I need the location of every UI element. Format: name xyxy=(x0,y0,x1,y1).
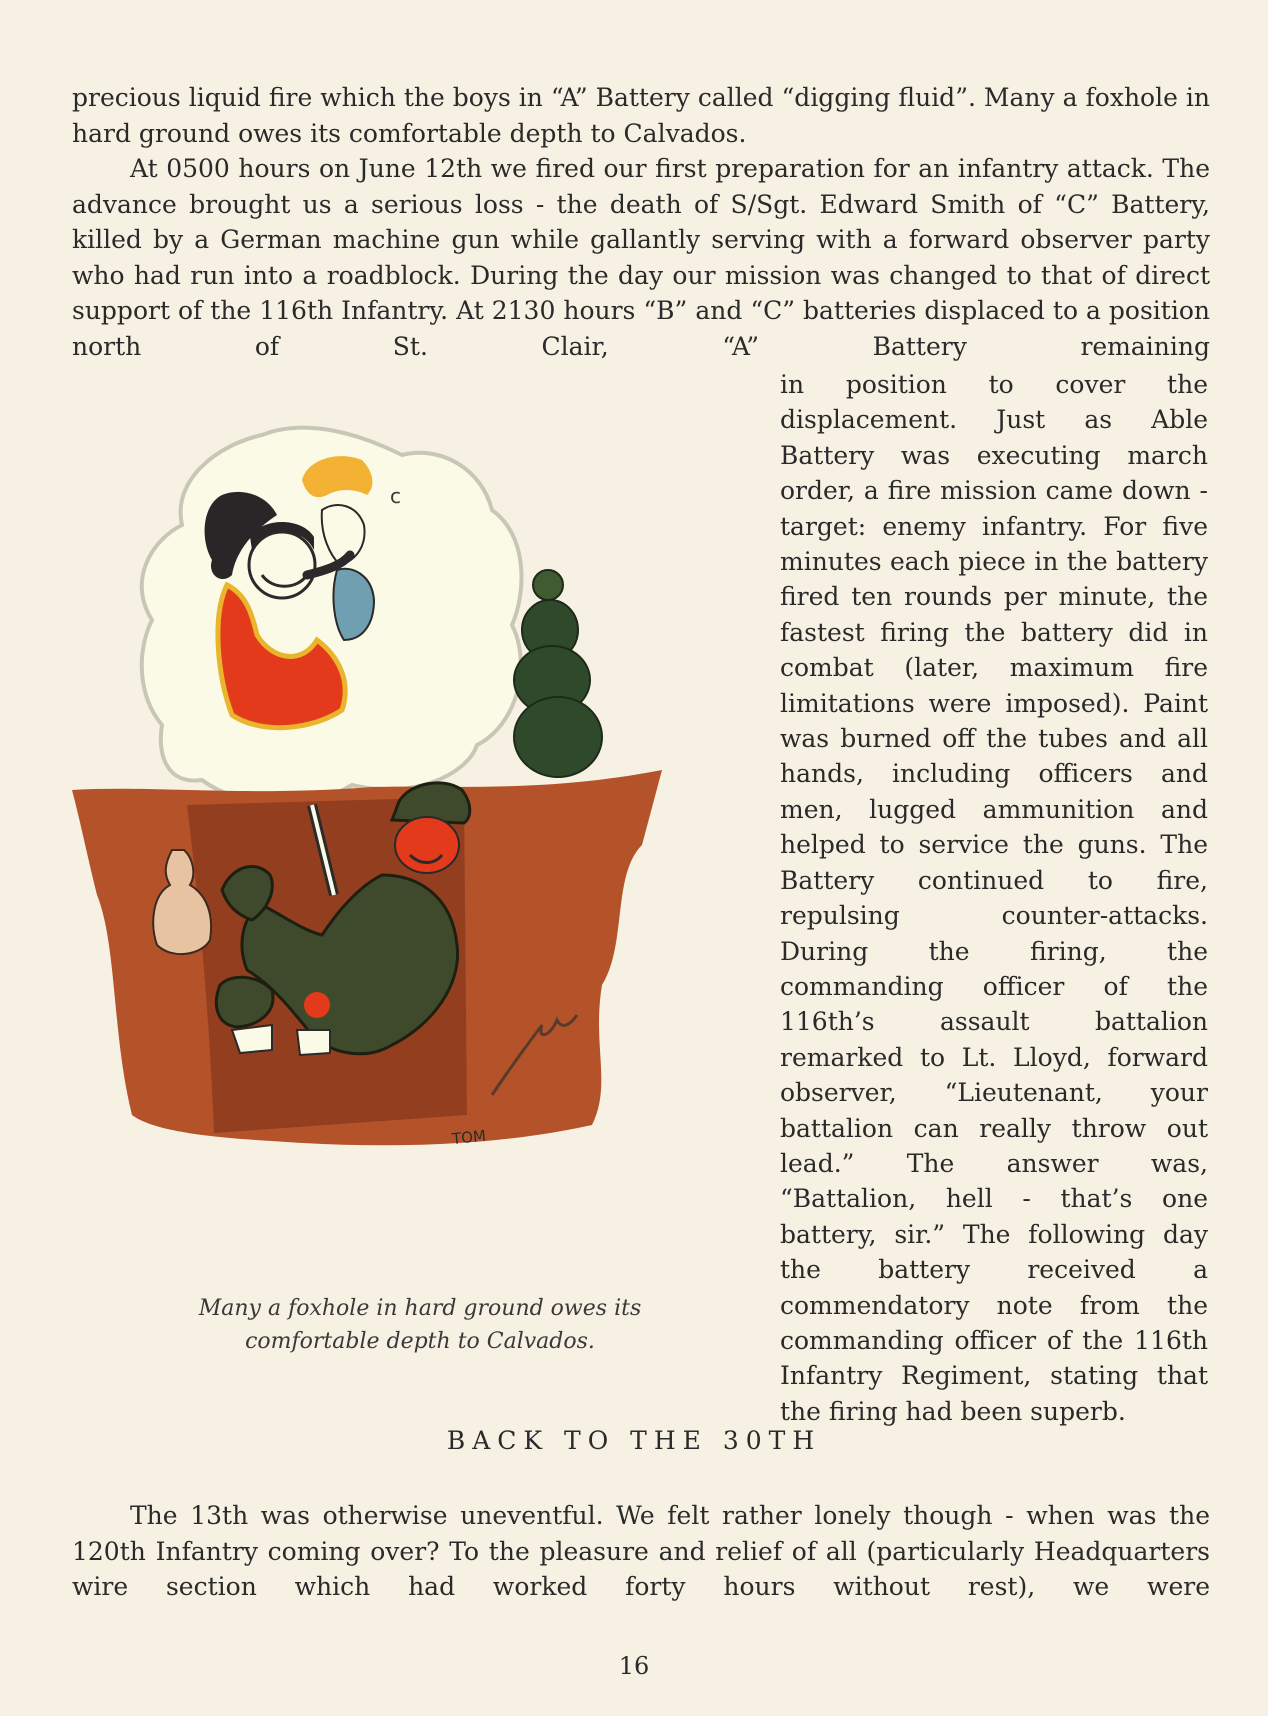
page-number: 16 xyxy=(618,1652,650,1680)
paragraph-calvados: precious liquid fire which the boys in “A” Battery called “digging fluid”. Many a foxhole in hard ground owes its comfortable depth to Calvados. xyxy=(72,83,1210,148)
paragraph-june-12: At 0500 hours on June 12th we fired our first preparation for an infantry attack. The advance brought us a serious loss - the death of S/Sgt. Edward Smith of “C” Battery, killed by a German machine gun while gallantly serving with a forward observer party who had run into a roadblock. During the day our mission was changed to that of direct support of the 116th Infantry. At 2130 hours “B” and “C” batteries displaced to a position north of St. Clair, “A” Battery remaining xyxy=(72,154,1210,361)
illustration-caption: Many a foxhole in hard ground owes its comfortable depth to Calvados. xyxy=(198,1296,642,1354)
paragraph-13th: The 13th was otherwise uneventful. We felt rather lonely though - when was the 120th Infantry coming over? To the pleasure and relief of all (particularly Headquarters wire section which had worked forty hours without rest), we were xyxy=(72,1501,1210,1601)
svg-text:c: c xyxy=(390,484,401,508)
bottom-text-block xyxy=(72,1498,1210,1605)
soldier-face-in-bubble xyxy=(249,532,315,598)
column-text: in position to cover the displacement. Just as Able Battery was executing march order, a fire mission came down - target: enemy infantry. For five minutes each piece in the battery fired ten rounds per minute, the fastest firing the battery did in combat (later, maximum fire limitations were imposed). Paint was burned off the tubes and all hands, including officers and men, lugged ammunition and helped to service the guns. The Battery continued to fire, repulsing counter-attacks. During the firing, the commanding officer of the 116th’s assault battalion remarked to Lt. Lloyd, forward observer, “Lieutenant, your battalion can really throw out lead.” The answer was, “Battalion, hell - that’s one battery, sir.” The following day the battery received a commendatory note from the commanding officer of the 116th Infantry Regiment, stating that the firing had been superb. xyxy=(780,370,1208,1426)
tree xyxy=(514,570,602,777)
cartoon-illustration xyxy=(72,425,732,1270)
soldier-face xyxy=(395,817,459,873)
artist-signature: TOM xyxy=(451,1126,487,1149)
section-heading: BACK TO THE 30TH xyxy=(446,1426,822,1455)
top-text-block xyxy=(72,80,1210,364)
